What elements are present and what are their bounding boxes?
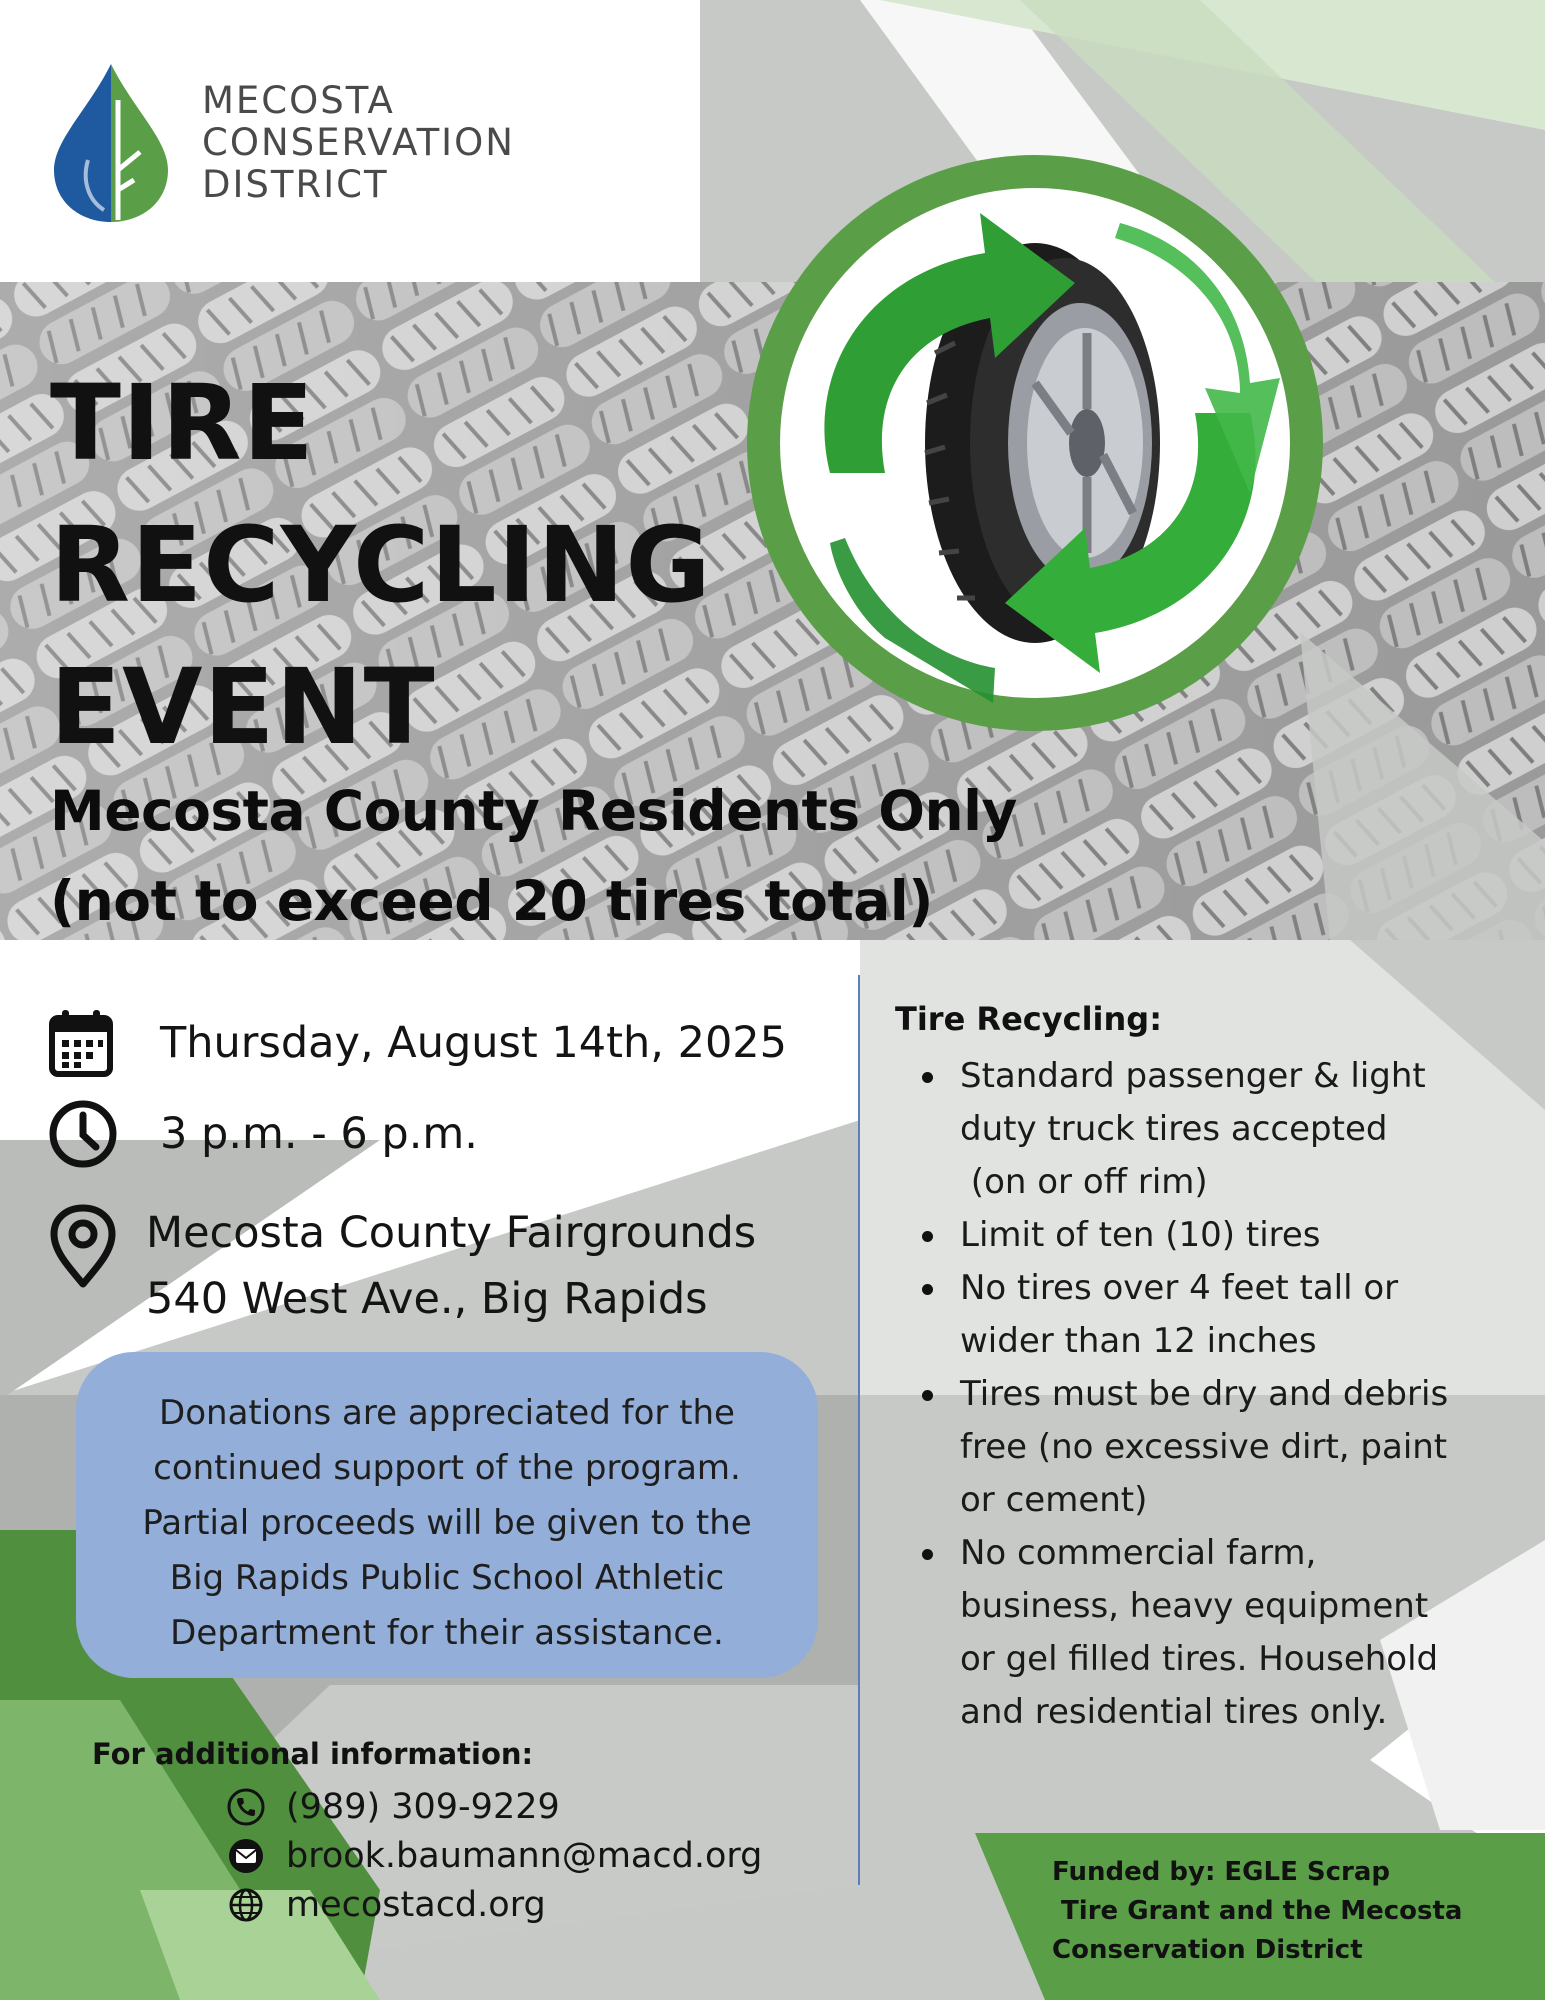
rules-list [920,1050,1520,1739]
logo-line: MECOSTA [202,78,395,122]
rule-line: Tires must be dry and debris [960,1374,1449,1414]
recycled-tire-icon [735,143,1335,743]
contact-email-row [226,1836,762,1876]
contact-phone-row [226,1787,560,1827]
eligibility-subtitle [50,766,1017,946]
event-title [50,352,712,778]
funding-line: Conservation District [1052,1935,1363,1965]
location-line: 540 West Ave., Big Rapids [146,1274,708,1324]
rule-line: and residential tires only. [960,1692,1388,1732]
website-link[interactable]: mecostacd.org [286,1885,546,1925]
donation-line: Partial proceeds will be given to the [142,1503,752,1543]
event-date-row [46,1006,787,1080]
rule-line: Limit of ten (10) tires [960,1215,1321,1255]
rule-line: Standard passenger & light [960,1056,1426,1096]
clock-icon [46,1097,120,1171]
phone-link[interactable]: (989) 309-9229 [286,1787,560,1827]
water-drop-leaf-icon [48,60,174,225]
rule-item [920,1050,1520,1209]
donation-line: continued support of the program. [153,1448,741,1488]
rule-line: No tires over 4 feet tall or [960,1268,1399,1308]
title-line: RECYCLING [50,504,712,626]
donation-notice [76,1352,818,1678]
funding-line: Tire Grant and the Mecosta [1052,1896,1463,1926]
logo-line: DISTRICT [202,162,389,206]
calendar-icon [46,1006,120,1080]
rule-line: free (no excessive dirt, paint [960,1427,1448,1467]
funding-credit [1052,1853,1462,1970]
rule-item [920,1262,1520,1368]
event-location [146,1200,756,1332]
globe-icon [226,1885,266,1925]
rule-line: wider than 12 inches [960,1321,1317,1361]
event-time-row [46,1097,478,1171]
contact-heading: For additional information: [92,1737,534,1771]
rule-line: duty truck tires accepted [960,1109,1388,1149]
email-link[interactable]: brook.baumann@macd.org [286,1836,763,1876]
location-line: Mecosta County Fairgrounds [146,1208,757,1258]
rule-line: (on or off rim) [960,1162,1208,1202]
event-time: 3 p.m. - 6 p.m. [160,1109,478,1159]
title-line: EVENT [50,646,436,768]
rule-item [920,1209,1520,1262]
logo-line: CONSERVATION [202,120,515,164]
subtitle-line: (not to exceed 20 tires total) [50,869,933,933]
donation-line: Department for their assistance. [170,1613,724,1653]
donation-line: Big Rapids Public School Athletic [169,1558,725,1598]
organization-name [202,80,515,206]
phone-icon [226,1787,266,1827]
rule-line: or gel filled tires. Household [960,1639,1439,1679]
event-location-row [46,1200,756,1332]
title-line: TIRE [50,362,315,484]
rules-heading: Tire Recycling: [895,1000,1162,1038]
contact-website-row [226,1885,546,1925]
location-pin-icon [46,1204,120,1288]
logo [48,60,515,225]
rule-line: or cement) [960,1480,1148,1520]
funding-line: Funded by: EGLE Scrap [1052,1857,1390,1887]
subtitle-line: Mecosta County Residents Only [50,779,1017,843]
email-icon [226,1836,266,1876]
donation-line: Donations are appreciated for the [159,1393,735,1433]
rule-line: No commercial farm, [960,1533,1317,1573]
rule-item [920,1368,1520,1527]
rule-line: business, heavy equipment [960,1586,1429,1626]
rule-item [920,1527,1520,1739]
column-divider [858,975,860,1885]
event-date: Thursday, August 14th, 2025 [160,1018,788,1068]
